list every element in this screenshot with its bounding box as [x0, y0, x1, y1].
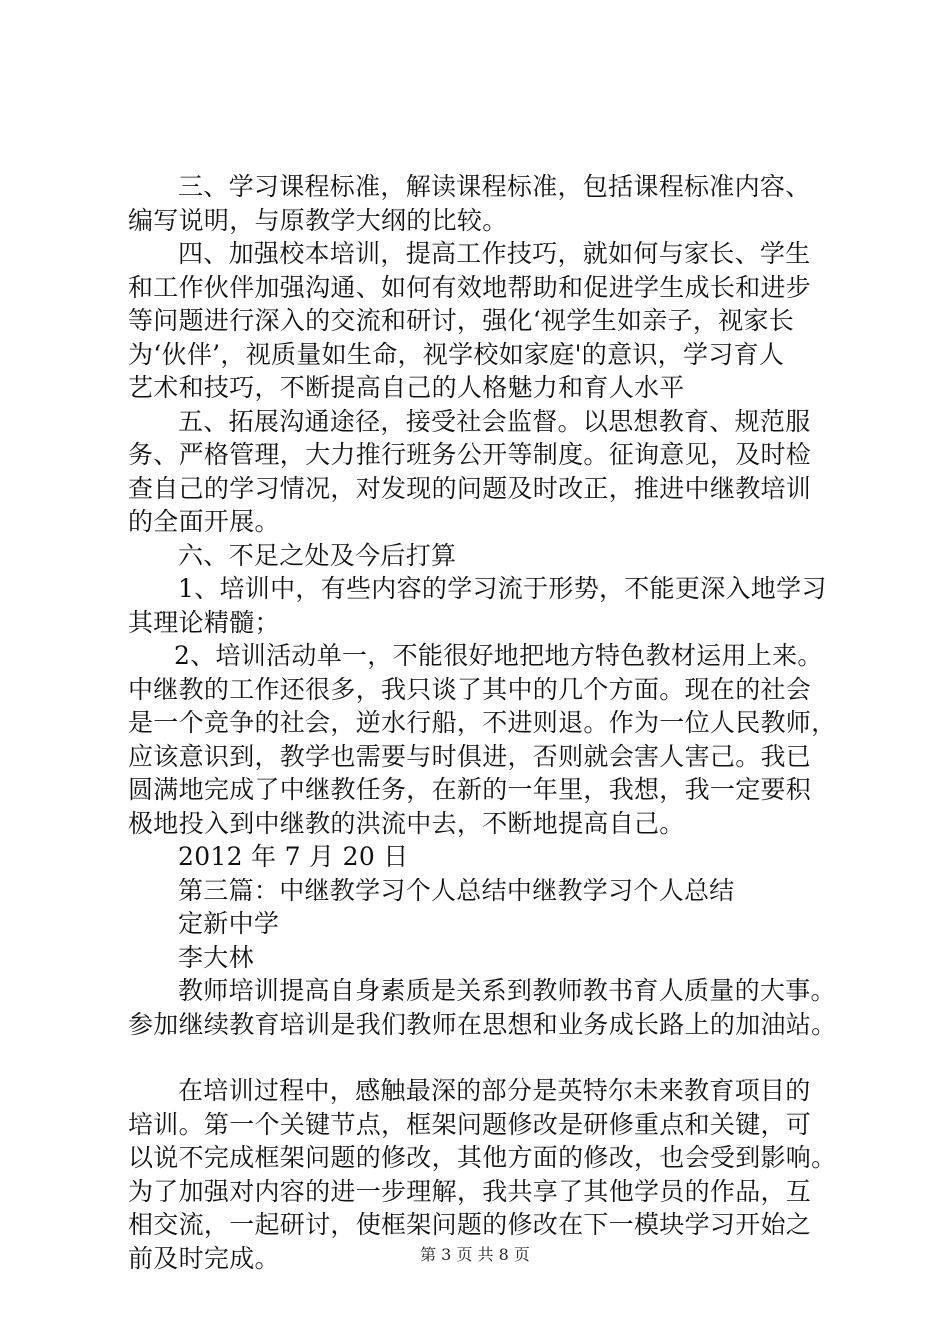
school-name: 定新中学 — [178, 909, 280, 938]
paragraph-line: 教师培训提高自身素质是关系到教师教书育人质量的大事。 — [178, 976, 836, 1005]
paragraph-line: 圆满地完成了中继教任务，在新的一年里，我想，我一定要积 — [128, 775, 812, 804]
paragraph-line: 相交流，一起研讨，使框架问题的修改在下一模块学习开始之 — [128, 1210, 812, 1239]
paragraph-line: 和工作伙伴加强沟通、如何有效地帮助和促进学生成长和进步 — [128, 272, 812, 302]
section-heading: 六、不足之处及今后打算 — [178, 540, 457, 570]
paragraph-line: 2、培训活动单一，不能很好地把地方特色教材运用上来。 — [174, 641, 823, 670]
paragraph-line: 培训。第一个关键节点，框架问题修改是研修重点和关键，可 — [128, 1109, 812, 1139]
paragraph-line: 为了加强对内容的进一步理解，我共享了其他学员的作品，互 — [128, 1176, 812, 1206]
paragraph-line: 1、培训中，有些内容的学习流于形势，不能更深入地学习 — [178, 574, 827, 603]
paragraph-line: 三、学习课程标准，解读课程标准，包括课程标准内容、 — [178, 172, 811, 201]
paragraph-line: 艺术和技巧，不断提高自己的人格魅力和育人水平 — [128, 373, 685, 402]
document-body — [128, 170, 837, 1275]
paragraph-line: 查自己的学习情况，对发现的问题及时改正，推进中继教培训 — [128, 473, 812, 503]
paragraph-line: 在培训过程中，感触最深的部分是英特尔未来教育项目的 — [178, 1076, 811, 1105]
paragraph-line: 前及时完成。 — [128, 1243, 280, 1273]
date-line: 2012 年 7 月 20 日 — [178, 842, 409, 871]
paragraph-line: 中继教的工作还很多，我只谈了其中的几个方面。现在的社会 — [128, 674, 812, 704]
author-name: 李大林 — [178, 942, 254, 972]
article-title: 第三篇：中继教学习个人总结中继教学习个人总结 — [178, 875, 735, 905]
paragraph-line: 其理论精髓； — [128, 607, 280, 637]
paragraph-line: 编写说明，与原教学大纲的比较。 — [128, 205, 508, 235]
paragraph-line: 应该意识到，教学也需要与时俱进，否则就会害人害己。我已 — [128, 741, 812, 771]
paragraph-line: 等问题进行深入的交流和研讨，强化‘视学生如亲子，视家长 — [128, 306, 795, 335]
paragraph-line: 为‘伙伴’，视质量如生命，视学校如家庭'的意识，学习育人 — [128, 339, 785, 369]
paragraph-gap — [128, 1041, 828, 1074]
paragraph-line: 的全面开展。 — [128, 507, 280, 536]
paragraph-line: 是一个竞争的社会，逆水行船，不进则退。作为一位人民教师， — [128, 708, 837, 737]
page-footer: 第 3 页 共 8 页 — [420, 1245, 530, 1264]
paragraph-line: 极地投入到中继教的洪流中去，不断地提高自己。 — [128, 808, 685, 838]
paragraph-line: 参加继续教育培训是我们教师在思想和业务成长路上的加油站。 — [128, 1009, 837, 1039]
paragraph-line: 以说不完成框架问题的修改，其他方面的修改，也会受到影响。 — [128, 1143, 837, 1172]
paragraph-line: 四、加强校本培训，提高工作技巧，就如何与家长、学生 — [178, 239, 811, 268]
paragraph-line: 务、严格管理，大力推行班务公开等制度。征询意见，及时检 — [128, 440, 812, 469]
paragraph-line: 五、拓展沟通途径，接受社会监督。以思想教育、规范服 — [178, 406, 811, 436]
